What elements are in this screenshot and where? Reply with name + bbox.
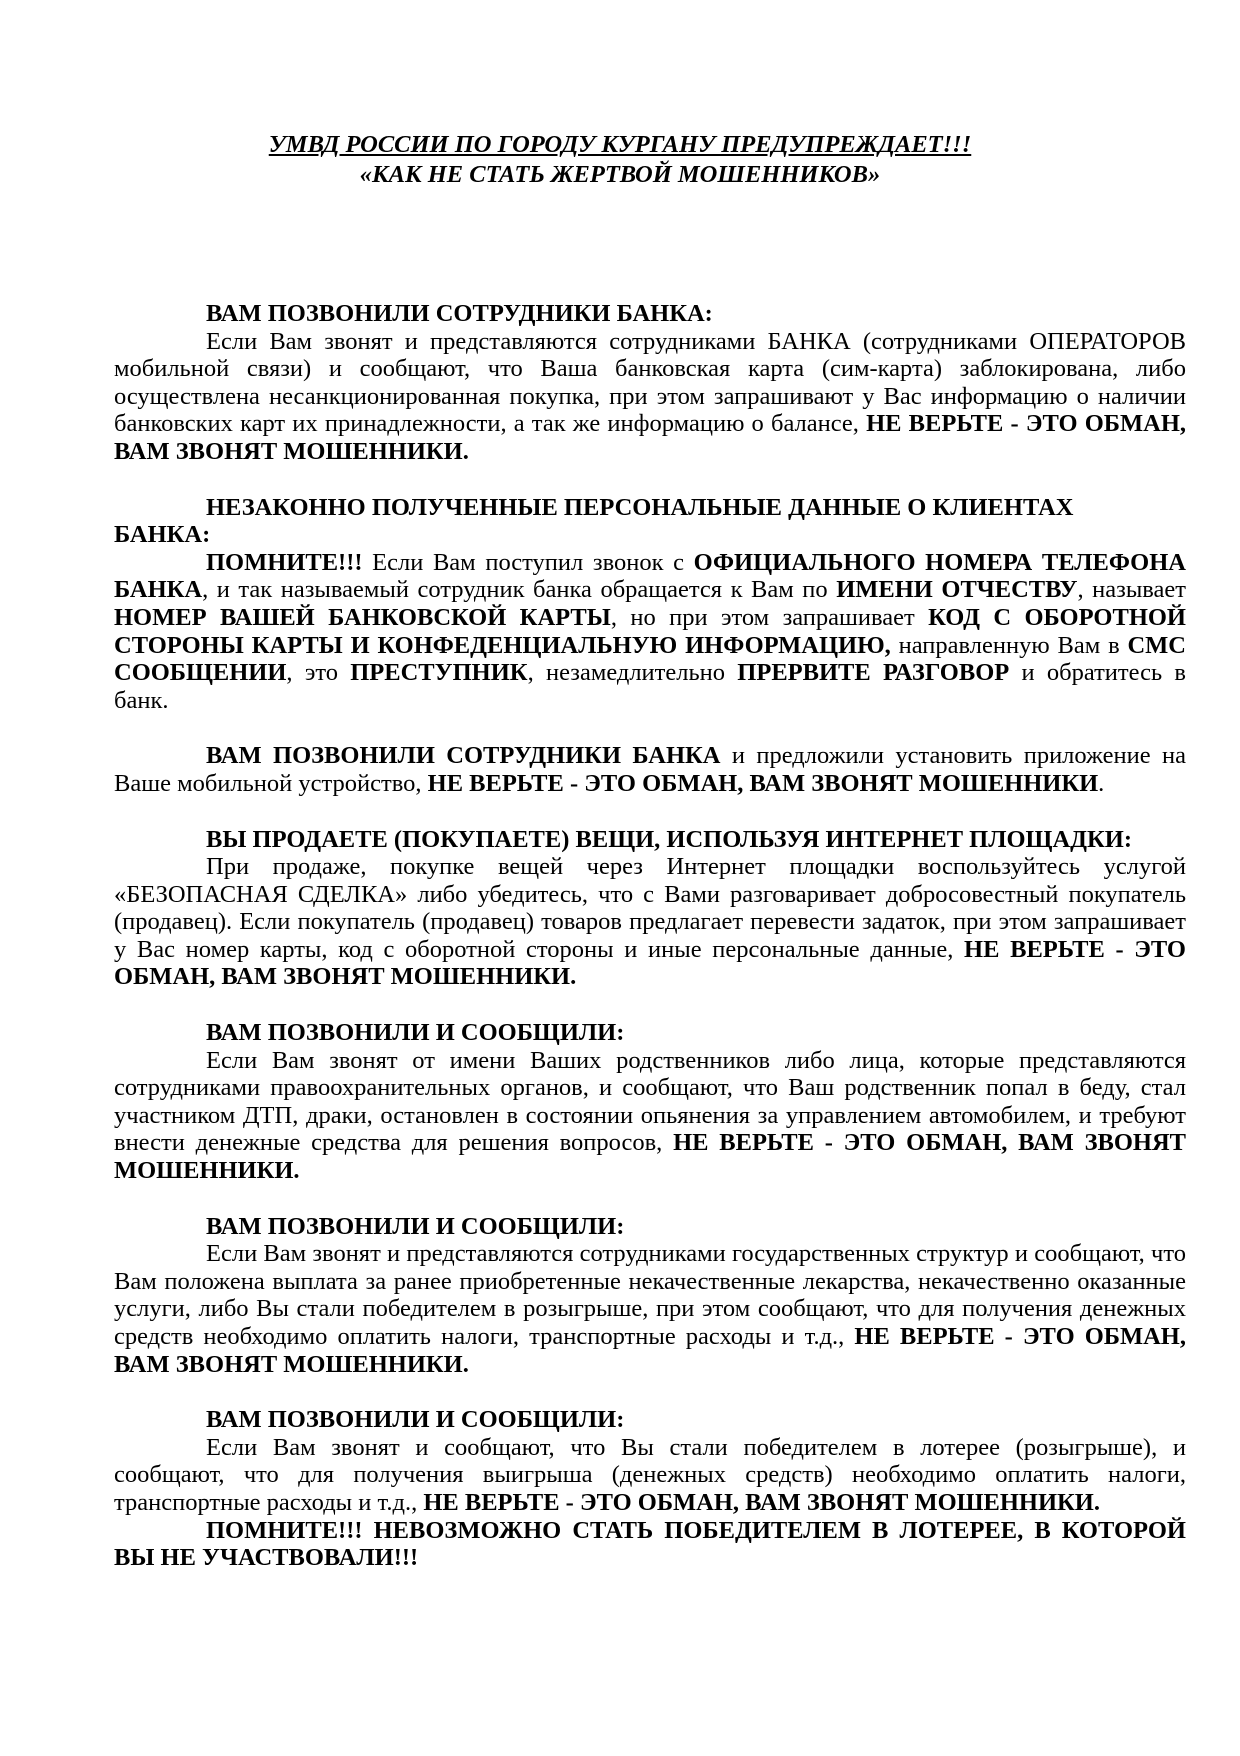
section-heading: ВЫ ПРОДАЕТЕ (ПОКУПАЕТЕ) ВЕЩИ, ИСПОЛЬЗУЯ ИНТЕРНЕТ ПЛОЩАДКИ: (206, 825, 1132, 853)
section-heading: ВАМ ПОЗВОНИЛИ И СООБЩИЛИ: (206, 1019, 625, 1047)
paragraph-text: , называет (1077, 576, 1186, 604)
document-body (114, 300, 1186, 1572)
warning-text: НЕ ВЕРЬТЕ - ЭТО ОБМАН, ВАМ ЗВОНЯТ МОШЕННИКИ. (114, 410, 1186, 465)
paragraph-text: Если Вам звонят и представляются сотрудниками государственных структур и сообщают, что Вам положена выплата за ранее приобретенные некачественные лекарства, некачественно оказанные услуги, либо Вы стали победителем в розыгрыше, при этом сообщают, что для получения денежных средств необходимо оплатить налоги, транспортные расходы и т.д., (114, 1240, 1186, 1350)
section-heading: ВАМ ПОЗВОНИЛИ СОТРУДНИКИ БАНКА: (206, 300, 713, 327)
paragraph-text: , но при этом запрашивает (610, 603, 929, 631)
paragraph-text: и обратитесь в банк. (114, 659, 1186, 714)
section-heading: НЕЗАКОННО ПОЛУЧЕННЫЕ ПЕРСОНАЛЬНЫЕ ДАННЫЕ О КЛИЕНТАХ БАНКА: (114, 493, 1074, 549)
paragraph-text: направленную Вам в (890, 631, 1128, 659)
section-paragraph (114, 742, 1186, 797)
paragraph-text: и предложили установить приложение на Ваше мобильной устройство, (114, 742, 1186, 797)
remember-text: ПОМНИТЕ!!! (206, 548, 363, 576)
paragraph-text: , незамедлительно (527, 659, 738, 687)
section-paragraph (114, 1434, 1186, 1517)
warning-text: НЕ ВЕРЬТЕ - ЭТО ОБМАН, ВАМ ЗВОНЯТ МОШЕННИКИ. (423, 1488, 1100, 1516)
emphasis-text: ОФИЦИАЛЬНОГО НОМЕРА ТЕЛЕФОНА БАНКА (114, 548, 1186, 604)
paragraph-text: , и так называемый сотрудник банка обращается к Вам по (202, 576, 837, 604)
section-paragraph (114, 549, 1186, 715)
section-heading: ВАМ ПОЗВОНИЛИ И СООБЩИЛИ: (206, 1212, 625, 1240)
final-warning: ПОМНИТЕ!!! НЕВОЗМОЖНО СТАТЬ ПОБЕДИТЕЛЕМ В ЛОТЕРЕЕ, В КОТОРОЙ ВЫ НЕ УЧАСТВОВАЛИ!!! (114, 1516, 1186, 1572)
paragraph-text: Если Вам поступил звонок с (362, 548, 694, 576)
paragraph-text: Если Вам звонят и сообщают, что Вы стали победителем в лотерее (розыгрыше), и сообщают, что для получения выигрыша (денежных средств) необходимо оплатить налоги, транспортные расходы и т.д., (114, 1433, 1186, 1516)
emphasis-text: СМС СООБЩЕНИИ (114, 631, 1186, 687)
section-bank-staff-call (114, 300, 1186, 466)
warning-text: НЕ ВЕРЬТЕ - ЭТО ОБМАН, ВАМ ЗВОНЯТ МОШЕННИКИ. (114, 935, 1186, 991)
section-heading: ВАМ ПОЗВОНИЛИ И СООБЩИЛИ: (206, 1406, 625, 1434)
emphasis-text: НОМЕР ВАШЕЙ БАНКОВСКОЙ КАРТЫ (114, 603, 611, 631)
paragraph-text: , это (286, 659, 351, 687)
section-paragraph (114, 1047, 1186, 1185)
emphasis-text: ПРЕРВИТЕ РАЗГОВОР (737, 659, 1010, 687)
section-relatives-call (114, 1019, 1186, 1185)
paragraph-text: Если Вам звонят и представляются сотрудниками БАНКА (сотрудниками ОПЕРАТОРОВ мобильной связи) и сообщают, что Ваша банковская карта (сим-карта) заблокирована, либо осуществлена несанкционированная покупка, при этом запрашивают у Вас информацию о наличии банковских карт их принадлежности, а так же информацию о балансе, (114, 327, 1186, 438)
title-line-1: УМВД РОССИИ ПО ГОРОДУ КУРГАНУ ПРЕДУПРЕЖДАЕТ!!! (268, 131, 972, 158)
section-personal-data (114, 494, 1186, 715)
section-online-marketplaces (114, 826, 1186, 992)
emphasis-text: ПРЕСТУПНИК (350, 659, 528, 687)
emphasis-text: ИМЕНИ ОТЧЕСТВУ (836, 576, 1078, 604)
warning-text: НЕ ВЕРЬТЕ - ЭТО ОБМАН, ВАМ ЗВОНЯТ МОШЕННИКИ (427, 769, 1099, 797)
section-app-install (114, 742, 1186, 797)
paragraph-text: При продаже, покупке вещей через Интернет площадки воспользуйтесь услугой «БЕЗОПАСНАЯ СДЕЛКА» либо убедитесь, что с Вами разговаривает добросовестный покупатель (продавец). Если покупатель (продавец) товаров предлагает перевести задаток, при этом запрашивает у Вас номер карты, код с оборотной стороны и иные персональные данные, (114, 853, 1186, 963)
warning-text: НЕ ВЕРЬТЕ - ЭТО ОБМАН, ВАМ ЗВОНЯТ МОШЕННИКИ. (114, 1323, 1186, 1378)
title-line-2: «КАК НЕ СТАТЬ ЖЕРТВОЙ МОШЕННИКОВ» (359, 161, 881, 188)
emphasis-text: КОД С ОБОРОТНОЙ СТОРОНЫ КАРТЫ И КОНФЕДЕНЦИАЛЬНУЮ ИНФОРМАЦИЮ, (114, 603, 1186, 659)
section-paragraph (114, 853, 1186, 991)
section-paragraph (114, 1240, 1186, 1378)
warning-text: НЕ ВЕРЬТЕ - ЭТО ОБМАН, ВАМ ЗВОНЯТ МОШЕННИКИ. (114, 1129, 1186, 1185)
paragraph-text: Если Вам звонят от имени Ваших родственников либо лица, которые представляются сотрудниками правоохранительных органов, и сообщают, что Ваш родственник попал в беду, стал участником ДТП, драки, остановлен в состоянии опьянения за управлением автомобилем, и требуют внести денежные средства для решения вопросов, (114, 1046, 1186, 1157)
emphasis-text: ВАМ ПОЗВОНИЛИ СОТРУДНИКИ БАНКА (206, 742, 721, 770)
section-lottery (114, 1406, 1186, 1572)
document-title (0, 130, 1240, 190)
section-state-payout (114, 1213, 1186, 1379)
section-paragraph (114, 328, 1186, 466)
paragraph-text: . (1098, 769, 1105, 797)
